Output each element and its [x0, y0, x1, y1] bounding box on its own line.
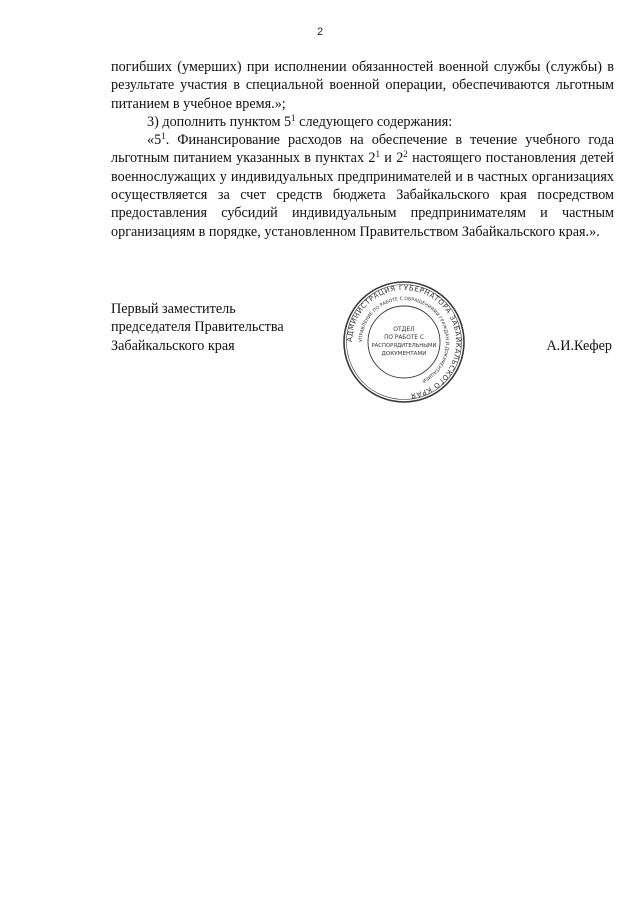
amendment-text-end: следующего содержания: [295, 113, 453, 130]
official-seal-stamp [342, 280, 466, 404]
superscript: 1 [161, 131, 166, 142]
position-line: Первый заместитель [111, 301, 236, 317]
position-line: Забайкальского края [111, 337, 235, 354]
superscript: 1 [291, 112, 296, 123]
seal-center-line: РАСПОРЯДИТЕЛЬНЫМИ [371, 343, 437, 349]
superscript: 1 [375, 149, 380, 160]
document-body [111, 58, 614, 241]
clause-text-1: «5 [147, 132, 162, 149]
clause-text-3: и 2 [379, 150, 404, 167]
seal-inner-ring-text: УПРАВЛЕНИЕ ПО РАБОТЕ С ОБРАЩЕНИЯМИ ГРАЖДАН И ДОКУМЕНТАЦИЕЙ [358, 296, 450, 383]
seal-center-line: ДОКУМЕНТАМИ [381, 351, 427, 357]
superscript: 2 [403, 149, 408, 160]
signatory-name: А.И.Кефер [546, 338, 612, 354]
paragraph-new-clause [111, 131, 614, 241]
position-line: председателя Правительства [111, 319, 284, 336]
seal-center-line: ОТДЕЛ [393, 326, 415, 333]
paragraph-amendment-item [111, 113, 614, 131]
clause-text-2: . Финансирование расходов на обеспечение в течение учебного года льготным питанием указанных в пунктах 2 [111, 132, 614, 167]
amendment-text-start: 3) дополнить пунктом 5 [147, 113, 292, 130]
seal-center-line: ПО РАБОТЕ С [384, 335, 424, 341]
seal-outer-text: АДМИНИСТРАЦИЯ ГУБЕРНАТОРА ЗАБАЙКАЛЬСКОГО КРАЯ [345, 283, 463, 400]
signatory-position [111, 300, 284, 355]
paragraph-continuation: погибших (умерших) при исполнении обязанностей военной службы (службы) в результате участия в специальной военной операции, обеспечиваются льготным питанием в учебное время.»; [111, 59, 614, 112]
seal-center-text [371, 326, 436, 357]
clause-text-4: настоящего постановления детей военнослужащих у индивидуальных предпринимателей и в частных организациях осуществляется за счет средств бюджета Забайкальского края посредством предоставления субсидий индивидуальным предпринимателям и частным организациям в порядке, установленном Правительством Забайкальского края.». [111, 150, 614, 240]
page-number: 2 [316, 26, 324, 38]
